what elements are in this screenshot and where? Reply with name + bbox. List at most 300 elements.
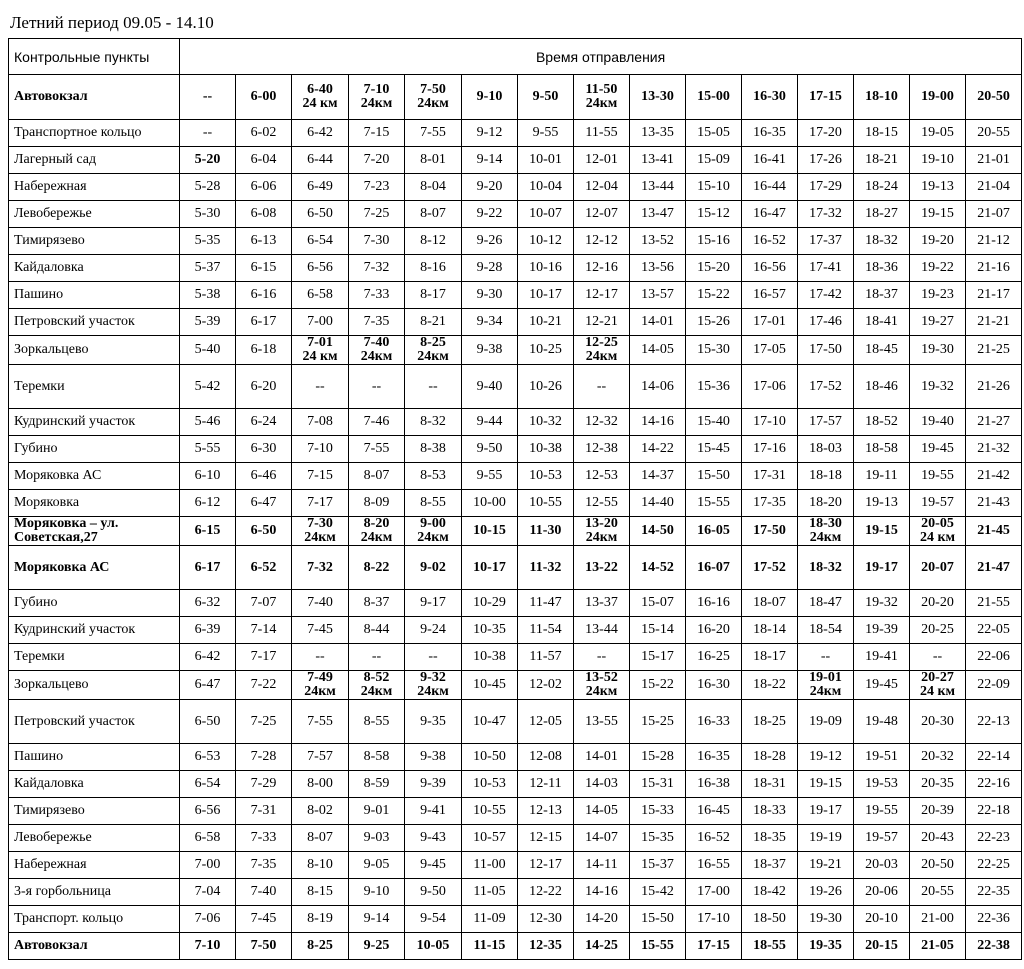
departure-time-cell: 16-57 [742, 282, 798, 309]
departure-time-cell: 7-46 [349, 409, 405, 436]
departure-time-cell: 22-25 [966, 852, 1022, 879]
departure-time-cell: 19-15 [910, 201, 966, 228]
departure-time-cell: 12-02 [518, 671, 574, 700]
departure-time-cell: 15-25 [630, 700, 686, 744]
distance-note: 24км [585, 530, 618, 545]
distance-note: 24км [585, 96, 618, 111]
departure-time-cell: 9-26 [462, 228, 518, 255]
departure-time-cell: 20-39 [910, 798, 966, 825]
departure-time-cell: 15-42 [630, 879, 686, 906]
time-value: 19-01 [809, 670, 842, 685]
departure-time-cell: 14-40 [630, 490, 686, 517]
departure-time-cell: 19-57 [854, 825, 910, 852]
departure-time-cell: 18-27 [854, 201, 910, 228]
departure-time-cell: 7-57 [292, 744, 349, 771]
departure-time-cell: 21-01 [966, 147, 1022, 174]
departure-time-cell: 13-37 [574, 590, 630, 617]
departure-time-cell: 14-52 [630, 546, 686, 590]
departure-time-cell: 17-50 [798, 336, 854, 365]
stop-name: Тимирязево [9, 228, 180, 255]
departure-time-cell: 8-09 [349, 490, 405, 517]
departure-time-cell: 7-17 [236, 644, 292, 671]
departure-time-cell: 12-08 [518, 744, 574, 771]
departure-time-cell: 7-55 [292, 700, 349, 744]
departure-time-cell: 19-17 [798, 798, 854, 825]
time-value: 8-20 [363, 516, 390, 531]
departure-time-cell: 6-56 [180, 798, 236, 825]
departure-time-cell: 21-12 [966, 228, 1022, 255]
departure-time-cell: 9-55 [518, 120, 574, 147]
departure-time-cell: 18-36 [854, 255, 910, 282]
departure-time-cell: 6-24 [236, 409, 292, 436]
departure-time-cell: 19-32 [910, 365, 966, 409]
departure-time-cell: 17-41 [798, 255, 854, 282]
departure-time-cell: 6-16 [236, 282, 292, 309]
departure-time-cell: 20-07 [910, 546, 966, 590]
departure-time-cell: 6-20 [236, 365, 292, 409]
departure-time-cell: 17-10 [686, 906, 742, 933]
departure-time-cell: 10-25 [518, 336, 574, 365]
departure-time-cell: 18-24 [854, 174, 910, 201]
departure-time-cell: 11-00 [462, 852, 518, 879]
departure-time-cell: 11-09 [462, 906, 518, 933]
departure-time-cell: 8-16 [405, 255, 462, 282]
departure-time-cell: 20-35 [910, 771, 966, 798]
departure-time-cell: 12-05 [518, 700, 574, 744]
departure-time-cell: 14-11 [574, 852, 630, 879]
departure-time-cell: 18-54 [798, 617, 854, 644]
stop-name: Левобережье [9, 825, 180, 852]
departure-time-cell: 7-55 [349, 436, 405, 463]
departure-time-cell: 21-16 [966, 255, 1022, 282]
departure-time-cell: 22-23 [966, 825, 1022, 852]
departure-time-cell: 6-52 [236, 546, 292, 590]
departure-time-cell: 22-16 [966, 771, 1022, 798]
departure-time-cell: 6-56 [292, 255, 349, 282]
departure-time-cell: 8-01 [405, 147, 462, 174]
stop-name: Левобережье [9, 201, 180, 228]
time-value: 6-40 [307, 82, 333, 97]
time-value: 12-25 [585, 335, 618, 350]
departure-time-cell: 8-55 [405, 490, 462, 517]
departure-time-cell: 9-50 [462, 436, 518, 463]
departure-time-cell: 10-53 [518, 463, 574, 490]
time-value: 9-00 [420, 516, 446, 531]
departure-time-cell: 13-44 [630, 174, 686, 201]
departure-time-cell: 21-32 [966, 436, 1022, 463]
departure-time-cell: 16-35 [686, 744, 742, 771]
departure-time-cell: 16-52 [686, 825, 742, 852]
departure-time-cell: 6-12 [180, 490, 236, 517]
departure-time-cell: 18-03 [798, 436, 854, 463]
departure-time-cell: 9-02 [405, 546, 462, 590]
departure-time-cell: 19-57 [910, 490, 966, 517]
departure-time-cell: 13-35 [630, 120, 686, 147]
departure-time-cell: 16-25 [686, 644, 742, 671]
departure-time-cell: 14-20 [574, 906, 630, 933]
departure-time-cell: 5-30 [180, 201, 236, 228]
departure-time-cell: 7-35 [236, 852, 292, 879]
departure-time-cell: 15-30 [686, 336, 742, 365]
departure-time-cell: 7-35 [349, 309, 405, 336]
departure-time-cell [292, 75, 349, 120]
departure-time-cell: 18-10 [854, 75, 910, 120]
departure-time-cell: 16-16 [686, 590, 742, 617]
departure-time-cell: 10-04 [518, 174, 574, 201]
departure-time-cell: 19-23 [910, 282, 966, 309]
departure-time-cell: 7-33 [236, 825, 292, 852]
departure-time-cell: 22-18 [966, 798, 1022, 825]
time-value: 20-05 [921, 516, 954, 531]
departure-time-cell: 19-53 [854, 771, 910, 798]
table-row [9, 228, 1022, 255]
departure-time-cell: 20-06 [854, 879, 910, 906]
departure-time-cell: 9-54 [405, 906, 462, 933]
departure-time-cell: 7-22 [236, 671, 292, 700]
departure-time-cell: 14-07 [574, 825, 630, 852]
header-row [9, 39, 1022, 75]
departure-time-cell: 13-30 [630, 75, 686, 120]
departure-time-cell: 16-44 [742, 174, 798, 201]
departure-time-cell: 20-55 [910, 879, 966, 906]
departure-time-cell: 13-55 [574, 700, 630, 744]
departure-time-cell: 6-32 [180, 590, 236, 617]
departure-time-cell: 18-32 [854, 228, 910, 255]
departure-time-cell: 6-54 [180, 771, 236, 798]
distance-note: 24км [417, 96, 449, 111]
departure-time-cell: 17-20 [798, 120, 854, 147]
departure-time-cell: 9-05 [349, 852, 405, 879]
departure-time-cell: 21-47 [966, 546, 1022, 590]
departure-time-cell: 17-06 [742, 365, 798, 409]
departure-time-cell: 10-55 [518, 490, 574, 517]
departure-time-cell: 13-56 [630, 255, 686, 282]
departure-time-cell: 17-57 [798, 409, 854, 436]
departure-time-cell: 8-07 [349, 463, 405, 490]
departure-time-cell: 19-27 [910, 309, 966, 336]
departure-time-cell: 16-41 [742, 147, 798, 174]
departure-time-cell: 15-50 [686, 463, 742, 490]
schedule-table [8, 38, 1022, 960]
departure-time-cell: 7-28 [236, 744, 292, 771]
departure-time-cell: 19-19 [798, 825, 854, 852]
departure-time-cell: 13-52 [630, 228, 686, 255]
departure-time-cell: 16-20 [686, 617, 742, 644]
departure-time-cell: 8-19 [292, 906, 349, 933]
departure-time-cell: 15-16 [686, 228, 742, 255]
distance-note: 24 км [919, 684, 956, 699]
departure-time-cell: 6-00 [236, 75, 292, 120]
stop-name: Петровский участок [9, 309, 180, 336]
departure-time-cell: 6-50 [292, 201, 349, 228]
departure-time-cell [574, 336, 630, 365]
departure-time-cell: -- [349, 365, 405, 409]
departure-time-cell: 6-18 [236, 336, 292, 365]
departure-time-cell: 9-34 [462, 309, 518, 336]
departure-time-cell: 19-32 [854, 590, 910, 617]
departure-time-cell: 16-05 [686, 517, 742, 546]
stop-name: Транспорт. кольцо [9, 906, 180, 933]
departure-time-cell: 17-35 [742, 490, 798, 517]
departure-time-cell: 19-45 [910, 436, 966, 463]
stop-name: Кайдаловка [9, 255, 180, 282]
departure-time-cell: 6-58 [292, 282, 349, 309]
departure-time-cell: 18-07 [742, 590, 798, 617]
departure-time-cell: 19-13 [854, 490, 910, 517]
distance-note: 24км [360, 684, 393, 699]
departure-time-cell: 22-38 [966, 933, 1022, 960]
departure-time-cell: 16-45 [686, 798, 742, 825]
departure-time-cell: 9-28 [462, 255, 518, 282]
departure-time-cell: 13-47 [630, 201, 686, 228]
header-stops: Контрольные пункты [9, 39, 180, 75]
departure-time-cell: 7-07 [236, 590, 292, 617]
departure-time-cell: -- [349, 644, 405, 671]
departure-time-cell: 21-26 [966, 365, 1022, 409]
departure-time-cell: 8-25 [292, 933, 349, 960]
table-row [9, 463, 1022, 490]
departure-time-cell: 6-42 [292, 120, 349, 147]
departure-time-cell: 5-38 [180, 282, 236, 309]
departure-time-cell: 9-24 [405, 617, 462, 644]
departure-time-cell: 8-12 [405, 228, 462, 255]
table-row [9, 771, 1022, 798]
departure-time-cell: 12-38 [574, 436, 630, 463]
departure-time-cell: 7-20 [349, 147, 405, 174]
departure-time-cell: 7-32 [349, 255, 405, 282]
departure-time-cell: 15-14 [630, 617, 686, 644]
departure-time-cell: 13-44 [574, 617, 630, 644]
departure-time-cell: 11-32 [518, 546, 574, 590]
table-row [9, 546, 1022, 590]
departure-time-cell: 6-46 [236, 463, 292, 490]
departure-time-cell: 22-14 [966, 744, 1022, 771]
table-row [9, 201, 1022, 228]
departure-time-cell [574, 671, 630, 700]
departure-time-cell: 12-17 [574, 282, 630, 309]
table-row [9, 671, 1022, 700]
departure-time-cell: 6-02 [236, 120, 292, 147]
departure-time-cell: 19-35 [798, 933, 854, 960]
stop-name: Автовокзал [9, 75, 180, 120]
stop-name: Пашино [9, 744, 180, 771]
departure-time-cell: 7-25 [349, 201, 405, 228]
departure-time-cell: 17-46 [798, 309, 854, 336]
stop-name: 3-я горбольница [9, 879, 180, 906]
departure-time-cell: 7-00 [292, 309, 349, 336]
table-row [9, 590, 1022, 617]
time-value: 7-49 [307, 670, 333, 685]
departure-time-cell: 19-17 [854, 546, 910, 590]
departure-time-cell: 15-17 [630, 644, 686, 671]
departure-time-cell: 9-39 [405, 771, 462, 798]
stop-name: Набережная [9, 852, 180, 879]
distance-note: 24км [809, 530, 842, 545]
departure-time-cell: 17-05 [742, 336, 798, 365]
departure-time-cell: 6-50 [236, 517, 292, 546]
departure-time-cell: 10-12 [518, 228, 574, 255]
departure-time-cell: 6-10 [180, 463, 236, 490]
stop-name: Зоркальцево [9, 336, 180, 365]
departure-time-cell: 10-32 [518, 409, 574, 436]
table-row [9, 336, 1022, 365]
distance-note: 24км [417, 684, 449, 699]
departure-time-cell: 19-41 [854, 644, 910, 671]
table-row [9, 825, 1022, 852]
time-value: 8-52 [363, 670, 390, 685]
departure-time-cell: -- [910, 644, 966, 671]
departure-time-cell: 15-55 [630, 933, 686, 960]
departure-time-cell: 18-42 [742, 879, 798, 906]
departure-time-cell: 7-10 [292, 436, 349, 463]
time-value: 7-50 [420, 82, 446, 97]
departure-time-cell: 18-28 [742, 744, 798, 771]
departure-time-cell: 12-13 [518, 798, 574, 825]
time-value: 13-52 [585, 670, 618, 685]
table-row [9, 517, 1022, 546]
departure-time-cell [349, 75, 405, 120]
departure-time-cell: 10-50 [462, 744, 518, 771]
departure-time-cell: 10-07 [518, 201, 574, 228]
departure-time-cell: 21-45 [966, 517, 1022, 546]
departure-time-cell: 9-01 [349, 798, 405, 825]
departure-time-cell: 8-02 [292, 798, 349, 825]
departure-time-cell: 6-53 [180, 744, 236, 771]
departure-time-cell: 14-16 [574, 879, 630, 906]
departure-time-cell: 18-41 [854, 309, 910, 336]
departure-time-cell: 18-37 [742, 852, 798, 879]
departure-time-cell: -- [405, 365, 462, 409]
departure-time-cell: 8-17 [405, 282, 462, 309]
departure-time-cell: 18-18 [798, 463, 854, 490]
departure-time-cell: 12-35 [518, 933, 574, 960]
departure-time-cell: 12-11 [518, 771, 574, 798]
departure-time-cell: 16-38 [686, 771, 742, 798]
departure-time-cell: 19-55 [854, 798, 910, 825]
departure-time-cell: 7-15 [349, 120, 405, 147]
departure-time-cell: 11-54 [518, 617, 574, 644]
departure-time-cell: 20-50 [966, 75, 1022, 120]
distance-note: 24км [585, 684, 618, 699]
table-row [9, 75, 1022, 120]
departure-time-cell: 14-03 [574, 771, 630, 798]
departure-time-cell [910, 671, 966, 700]
departure-time-cell: 12-16 [574, 255, 630, 282]
departure-time-cell: 10-01 [518, 147, 574, 174]
departure-time-cell: 6-49 [292, 174, 349, 201]
departure-time-cell: 10-21 [518, 309, 574, 336]
departure-time-cell: 16-35 [742, 120, 798, 147]
departure-time-cell: 9-44 [462, 409, 518, 436]
time-value: 7-10 [363, 82, 390, 97]
stop-name: Кудринский участок [9, 617, 180, 644]
departure-time-cell: 14-05 [630, 336, 686, 365]
departure-time-cell: 7-29 [236, 771, 292, 798]
departure-time-cell: 12-55 [574, 490, 630, 517]
departure-time-cell: 22-06 [966, 644, 1022, 671]
departure-time-cell [349, 336, 405, 365]
departure-time-cell: 17-32 [798, 201, 854, 228]
departure-time-cell: 7-33 [349, 282, 405, 309]
departure-time-cell: 6-17 [236, 309, 292, 336]
departure-time-cell: 10-17 [518, 282, 574, 309]
departure-time-cell: 17-31 [742, 463, 798, 490]
departure-time-cell: 21-07 [966, 201, 1022, 228]
departure-time-cell: 19-10 [910, 147, 966, 174]
departure-time-cell: 8-00 [292, 771, 349, 798]
time-value: 9-32 [420, 670, 446, 685]
distance-note: 24км [360, 530, 393, 545]
departure-time-cell [405, 517, 462, 546]
departure-time-cell: 19-51 [854, 744, 910, 771]
departure-time-cell: 18-46 [854, 365, 910, 409]
departure-time-cell: 22-36 [966, 906, 1022, 933]
departure-time-cell: 10-38 [518, 436, 574, 463]
departure-time-cell: 20-03 [854, 852, 910, 879]
departure-time-cell: 6-04 [236, 147, 292, 174]
departure-time-cell: 5-40 [180, 336, 236, 365]
table-row [9, 798, 1022, 825]
departure-time-cell: -- [180, 75, 236, 120]
departure-time-cell [798, 671, 854, 700]
departure-time-cell: 6-17 [180, 546, 236, 590]
departure-time-cell: 7-45 [292, 617, 349, 644]
departure-time-cell: 5-28 [180, 174, 236, 201]
table-row [9, 436, 1022, 463]
departure-time-cell: 16-07 [686, 546, 742, 590]
stop-name: Теремки [9, 644, 180, 671]
table-row [9, 490, 1022, 517]
departure-time-cell: 8-32 [405, 409, 462, 436]
departure-time-cell: 7-32 [292, 546, 349, 590]
departure-time-cell: 21-43 [966, 490, 1022, 517]
departure-time-cell: 5-55 [180, 436, 236, 463]
departure-time-cell: 8-44 [349, 617, 405, 644]
departure-time-cell: 6-54 [292, 228, 349, 255]
departure-time-cell: 7-40 [292, 590, 349, 617]
departure-time-cell: 15-05 [686, 120, 742, 147]
departure-time-cell: 8-55 [349, 700, 405, 744]
distance-note: 24 км [919, 530, 956, 545]
departure-time-cell: 19-13 [910, 174, 966, 201]
departure-time-cell: 20-50 [910, 852, 966, 879]
departure-time-cell: 18-33 [742, 798, 798, 825]
departure-time-cell: 17-50 [742, 517, 798, 546]
departure-time-cell: 6-47 [180, 671, 236, 700]
departure-time-cell: 8-21 [405, 309, 462, 336]
departure-time-cell [349, 671, 405, 700]
departure-time-cell: -- [574, 365, 630, 409]
departure-time-cell: 10-53 [462, 771, 518, 798]
stop-name: Теремки [9, 365, 180, 409]
departure-time-cell: 16-56 [742, 255, 798, 282]
departure-time-cell: 9-17 [405, 590, 462, 617]
departure-time-cell: 8-07 [292, 825, 349, 852]
departure-time-cell: 8-10 [292, 852, 349, 879]
departure-time-cell: 7-14 [236, 617, 292, 644]
departure-time-cell: 6-42 [180, 644, 236, 671]
departure-time-cell: 16-52 [742, 228, 798, 255]
departure-time-cell: 15-36 [686, 365, 742, 409]
departure-time-cell: 17-16 [742, 436, 798, 463]
departure-time-cell: 20-55 [966, 120, 1022, 147]
distance-note: 24км [417, 349, 449, 364]
table-row [9, 879, 1022, 906]
departure-time-cell: 19-40 [910, 409, 966, 436]
departure-time-cell: 18-35 [742, 825, 798, 852]
departure-time-cell: 9-14 [462, 147, 518, 174]
departure-time-cell: 7-30 [349, 228, 405, 255]
